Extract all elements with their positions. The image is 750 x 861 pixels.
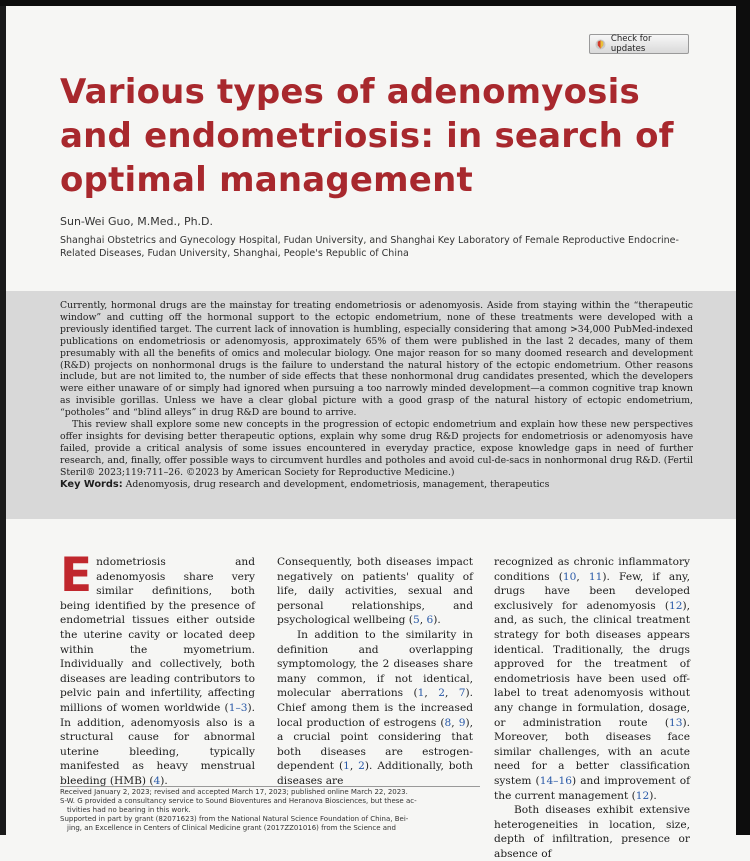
- abstract-paragraph-1: Currently, hormonal drugs are the mainstay for treating endometriosis or adenomyosis. Aside from staying within the “therapeutic window” and cutting off the hormonal support to the ectopic endometrium, none of these treatments were developed with a previously identified target. The current lack of innovation is humbling, especially considering that among >34,000 PubMed-indexed publications on endometriosis or adenomyosis, approximately 65% of them were published in the last 2 decades, many of them presumably with all the benefits of omics and molecular biology. One major reason for so many doomed research and development (R&D) projects on nonhormonal drugs is the failure to understand the natural history of the ectopic endometrium. Other reasons include, but are not limited to, the number of side effects that these nonhormonal drug candidates presented, which the developers were either unaware of or simply had ignored when pursuing a too narrowly minded development—a common cognitive trap known as invisible gorillas. Unless we have a clear global picture with a good grasp of the natural history of ectopic endometrium, “potholes” and “blind alleys” in drug R&D are bound to arrive.: [60, 300, 693, 419]
- reference-link[interactable]: 2: [358, 760, 365, 773]
- drop-cap: E: [60, 548, 93, 603]
- check-for-updates-label: Check for updates: [610, 34, 652, 54]
- reference-link[interactable]: 1: [417, 687, 425, 700]
- abstract-paragraph-2: This review shall explore some new concepts in the progression of ectopic endometrium and explain how these new perspectives offer insights for devising better therapeutic options, explain why some drug R&D projects for endometriosis or adenomyosis have failed, provide a critical analysis of some issues encountered in everyday practice, expose knowledge gaps in need of further research, and, finally, offer possible ways to circumvent hurdles and potholes and avoid cul-de-sacs in nonhormonal drug R&D. (Fertil Steril® 2023;119:711–26. ©2023 by American Society for Reproductive Medicine.): [60, 419, 693, 478]
- reference-link[interactable]: 9: [458, 716, 466, 729]
- reference-link[interactable]: 13: [669, 716, 683, 729]
- reference-link[interactable]: 1: [343, 760, 350, 773]
- reference-link[interactable]: 14–16: [539, 774, 572, 787]
- reference-link[interactable]: 10: [562, 570, 577, 583]
- keywords: Adenomyosis, drug research and development, endometriosis, management, therapeutics: [125, 478, 550, 490]
- reference-link[interactable]: 11: [588, 570, 603, 583]
- body-column-3: recognized as chronic inflammatory conditions (10, 11). Few, if any, drugs have been developed exclusively for adenomyosis (12), and, as such, the clinical treatment strategy for both diseases appears identical. Traditionally, the drugs approved for the treatment of endometriosis have been used off-label to treat adenomyosis without any change in formulation, dosage, or administration route (13). Moreover, both diseases face similar challenges, with an acute need for a better classification system (14–16) and improvement of the current management (12). Both diseases exhibit extensive heterogeneities in location, size, depth of infiltration, presence or absence of: [494, 556, 691, 860]
- body-column-2: Consequently, both diseases impact negatively on patients' quality of life, daily activities, sexual and personal relationships, and psychological wellbeing (5, 6). In addition to the similarity in definition and overlapping symptomology, the 2 diseases share many common, if not identical, molecular aberrations (1, 2, 7). Chief among them is the increased local production of estrogens (8, 9), a crucial point considering that both diseases are estrogen-dependent (1, 2). Additionally, both diseases are: [277, 556, 473, 787]
- crossmark-icon: [595, 39, 606, 50]
- reference-link[interactable]: 8: [444, 716, 452, 729]
- reference-link[interactable]: 12: [669, 599, 683, 612]
- reference-link[interactable]: 2: [438, 687, 445, 700]
- reference-link[interactable]: 12: [635, 789, 650, 802]
- reference-link[interactable]: 7: [458, 687, 466, 700]
- body-column-1: Endometriosis and adenomyosis share very similar definitions, both being identified by the presence of endometrial tissues either outside the uterine cavity or located deep within the myometrium. Individually and collectively, both diseases are leading contributors to pelvic pain and infertility, affecting millions of women worldwide (1–3). In addition, adenomyosis also is a structural cause for abnormal uterine bleeding, typically manifested as heavy menstrual bleeding (HMB) (4).: [60, 548, 255, 787]
- right-edge: [736, 0, 750, 835]
- body-paragraph: Both diseases exhibit extensive heterogeneities in location, size, depth of infiltration, presence or absence of: [494, 804, 690, 860]
- top-edge: [0, 0, 750, 6]
- reference-link[interactable]: 5: [412, 614, 420, 627]
- reference-link[interactable]: 1–3: [228, 701, 248, 714]
- keywords-line: [60, 479, 693, 491]
- article-title: Various types of adenomyosis and endometriosis: in search of optimal management: [60, 72, 674, 200]
- check-for-updates-button[interactable]: [589, 34, 689, 54]
- author-affiliation: Shanghai Obstetrics and Gynecology Hospital, Fudan University, and Shanghai Key Laboratory of Female Reproductive Endocrine-Related Diseases, Fudan University, Shanghai, People's Republic of China: [60, 235, 679, 259]
- abstract: [60, 300, 693, 491]
- reference-link[interactable]: 4: [153, 774, 161, 787]
- article-footnote: Received January 2, 2023; revised and accepted March 17, 2023; published online March 22, 2023. S-W. G provided a consultancy service to Sound Bioventures and Heranova Biosciences, but these ac- tivities had no bearing in this work. Supported in part by grant (82071623) from the National Natural Science Foundation of China, Bei- jing, an Excellence in Centers of Clinical Medicine grant (2017ZZ01016) from the Science and: [60, 786, 480, 833]
- reference-link[interactable]: 6: [426, 614, 434, 627]
- author-name: Sun-Wei Guo, M.Med., Ph.D.: [60, 215, 214, 228]
- keywords-label: Key Words:: [60, 478, 123, 490]
